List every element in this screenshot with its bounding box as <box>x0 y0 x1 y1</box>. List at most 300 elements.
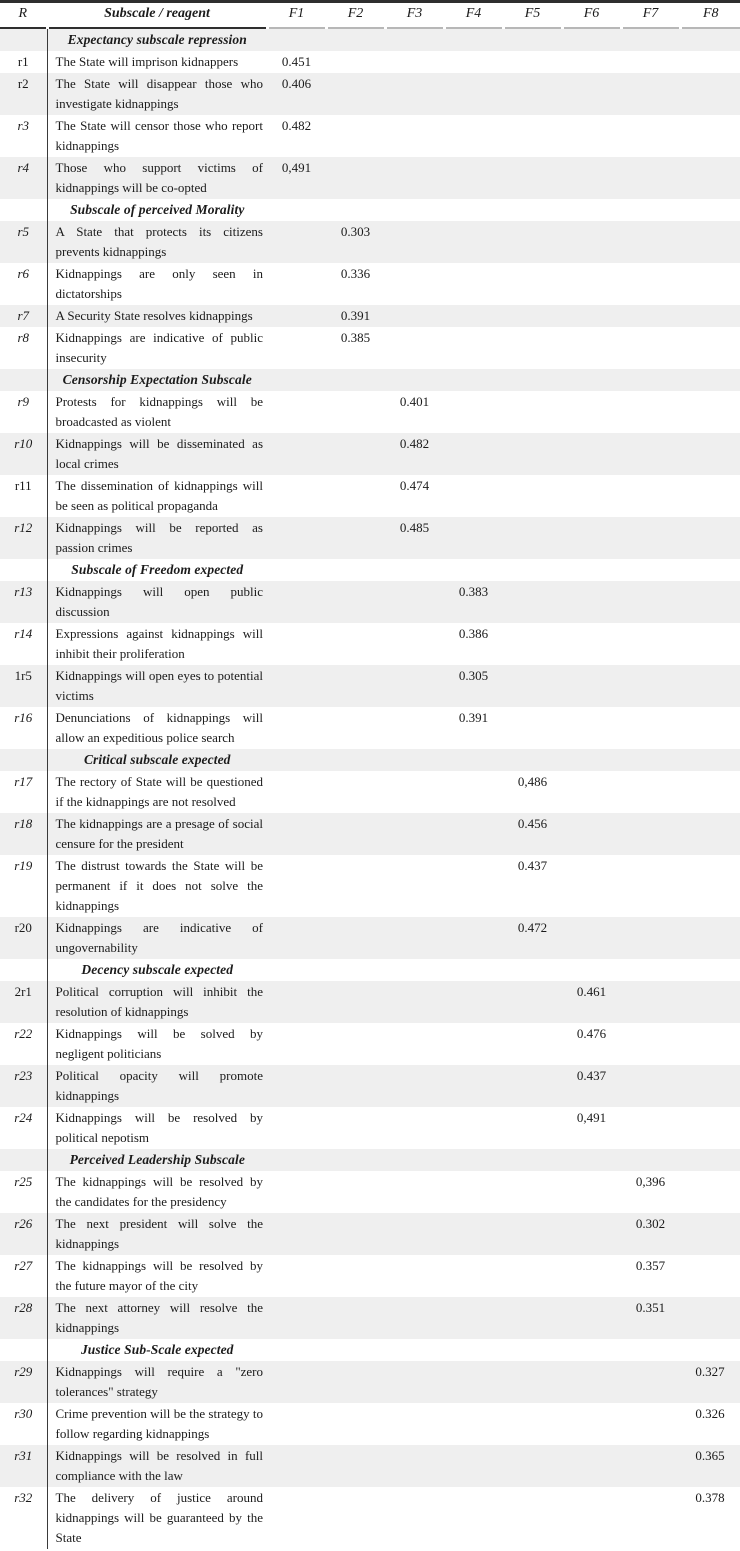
section-row <box>0 199 740 221</box>
row-id: r32 <box>14 1490 33 1505</box>
factor-cell-empty <box>621 917 680 959</box>
loading-value-f8: 0.327 <box>695 1364 725 1379</box>
factor-cell-empty <box>267 1445 326 1487</box>
factor-cell-empty <box>385 1149 444 1171</box>
item-row <box>0 51 740 73</box>
factor-cell-empty <box>680 263 740 305</box>
factor-cell-empty <box>562 1445 621 1487</box>
loading-value-f4: 0.383 <box>458 584 489 599</box>
section-id-cell <box>0 369 47 391</box>
row-id: r4 <box>17 160 30 175</box>
item-row <box>0 581 740 623</box>
factor-cell-empty <box>680 1149 740 1171</box>
item-text: The kidnappings will be resolved by the candidates for the presidency <box>47 1171 267 1213</box>
factor-cell-empty <box>267 1171 326 1213</box>
factor-cell-empty <box>444 981 503 1023</box>
factor-cell-empty <box>562 369 621 391</box>
factor-cell-empty <box>326 1023 385 1065</box>
factor-cell-empty <box>680 1171 740 1213</box>
factor-cell-empty <box>385 1487 444 1549</box>
item-text: The next president will solve the kidnappings <box>47 1213 267 1255</box>
header-row <box>0 2 740 29</box>
factor-cell-empty <box>680 1023 740 1065</box>
factor-cell-empty <box>326 981 385 1023</box>
factor-cell-empty <box>326 1361 385 1403</box>
factor-cell-empty <box>562 73 621 115</box>
factor-cell-empty <box>326 771 385 813</box>
section-title: Critical subscale expected <box>47 749 267 771</box>
factor-cell-empty <box>680 707 740 749</box>
factor-cell-empty <box>326 517 385 559</box>
row-id: r18 <box>14 816 33 831</box>
factor-cell-empty <box>680 51 740 73</box>
item-row <box>0 1213 740 1255</box>
factor-cell-empty <box>267 813 326 855</box>
factor-cell-empty <box>680 1255 740 1297</box>
factor-cell-empty <box>562 917 621 959</box>
factor-cell-empty <box>444 1023 503 1065</box>
factor-cell-empty <box>503 433 562 475</box>
factor-cell-empty <box>621 1149 680 1171</box>
factor-cell-empty <box>385 1171 444 1213</box>
item-text: The delivery of justice around kidnappings will be guaranteed by the State <box>47 1487 267 1549</box>
factor-cell-empty <box>385 707 444 749</box>
factor-cell-empty <box>621 1487 680 1549</box>
loading-value-f4: 0.386 <box>458 626 489 641</box>
factor-cell-empty <box>267 917 326 959</box>
item-text: Those who support victims of kidnappings will be co-opted <box>47 157 267 199</box>
factor-cell-empty <box>680 917 740 959</box>
loading-value-f2: 0.391 <box>340 308 371 323</box>
section-title: Justice Sub-Scale expected <box>47 1339 267 1361</box>
factor-cell-empty <box>385 199 444 221</box>
factor-cell-empty <box>267 369 326 391</box>
item-text: Kidnappings are indicative of public insecurity <box>47 327 267 369</box>
section-row <box>0 1339 740 1361</box>
item-text: The next attorney will resolve the kidnappings <box>47 1297 267 1339</box>
factor-cell-empty <box>680 665 740 707</box>
factor-cell-empty <box>562 1213 621 1255</box>
factor-cell-empty <box>562 517 621 559</box>
factor-cell-empty <box>621 1361 680 1403</box>
section-title: Perceived Leadership Subscale <box>47 1149 267 1171</box>
factor-cell-empty <box>680 157 740 199</box>
factor-cell-empty <box>326 1487 385 1549</box>
item-row <box>0 115 740 157</box>
factor-cell-empty <box>621 221 680 263</box>
item-text: Kidnappings will be resolved in full compliance with the law <box>47 1445 267 1487</box>
loading-value-f8: 0.365 <box>695 1448 725 1463</box>
factor-cell-empty <box>385 581 444 623</box>
factor-cell-empty <box>267 221 326 263</box>
factor-cell-empty <box>267 1149 326 1171</box>
factor-cell-empty <box>503 327 562 369</box>
factor-cell-empty <box>326 433 385 475</box>
factor-cell-empty <box>385 327 444 369</box>
factor-cell-empty <box>326 199 385 221</box>
factor-cell-empty <box>562 813 621 855</box>
factor-cell-empty <box>326 559 385 581</box>
factor-cell-empty <box>385 28 444 51</box>
item-row <box>0 1487 740 1549</box>
factor-cell-empty <box>503 73 562 115</box>
item-row <box>0 221 740 263</box>
factor-cell-empty <box>385 981 444 1023</box>
factor-cell-empty <box>621 581 680 623</box>
factor-cell-empty <box>680 221 740 263</box>
factor-cell-empty <box>680 959 740 981</box>
factor-cell-empty <box>503 1171 562 1213</box>
factor-cell-empty <box>326 623 385 665</box>
factor-cell-empty <box>385 959 444 981</box>
factor-cell-empty <box>385 623 444 665</box>
factor-cell-empty <box>503 623 562 665</box>
factor-cell-empty <box>503 1361 562 1403</box>
factor-cell-empty <box>326 813 385 855</box>
factor-cell-empty <box>326 855 385 917</box>
factor-cell-empty <box>385 305 444 327</box>
factor-cell-empty <box>621 475 680 517</box>
factor-cell-empty <box>444 1065 503 1107</box>
factor-cell-empty <box>680 28 740 51</box>
factor-cell-empty <box>326 917 385 959</box>
item-row <box>0 771 740 813</box>
factor-cell-empty <box>326 1065 385 1107</box>
row-id: r28 <box>14 1300 33 1315</box>
loading-value-f1: 0.482 <box>281 118 312 133</box>
loading-value-f5: 0.472 <box>517 920 548 935</box>
header-cell-factor-f4: F4 <box>444 2 503 29</box>
factor-cell-empty <box>621 959 680 981</box>
factor-cell-empty <box>385 51 444 73</box>
factor-cell-empty <box>444 115 503 157</box>
factor-cell-empty <box>267 581 326 623</box>
factor-cell-empty <box>503 559 562 581</box>
row-id: r20 <box>14 920 32 935</box>
factor-cell-empty <box>562 157 621 199</box>
factor-cell-empty <box>444 157 503 199</box>
factor-cell-empty <box>621 199 680 221</box>
factor-cell-empty <box>680 475 740 517</box>
factor-cell-empty <box>562 433 621 475</box>
factor-cell-empty <box>385 73 444 115</box>
factor-cell-empty <box>444 1149 503 1171</box>
factor-cell-empty <box>326 707 385 749</box>
row-id: r6 <box>17 266 30 281</box>
factor-cell-empty <box>326 665 385 707</box>
row-id: r25 <box>14 1174 33 1189</box>
row-id: 1r5 <box>14 668 32 683</box>
section-id-cell <box>0 28 47 51</box>
row-id: r29 <box>14 1364 33 1379</box>
factor-cell-empty <box>326 28 385 51</box>
loading-value-f1: 0.451 <box>281 54 312 69</box>
factor-cell-empty <box>503 115 562 157</box>
factor-cell-empty <box>326 581 385 623</box>
factor-cell-empty <box>385 1339 444 1361</box>
factor-cell-empty <box>621 623 680 665</box>
factor-cell-empty <box>444 1339 503 1361</box>
row-id: r1 <box>17 54 29 69</box>
row-id: r31 <box>14 1448 33 1463</box>
factor-cell-empty <box>326 1107 385 1149</box>
factor-cell-empty <box>562 1361 621 1403</box>
factor-cell-empty <box>326 959 385 981</box>
factor-cell-empty <box>267 771 326 813</box>
loading-value-f5: 0.456 <box>517 816 548 831</box>
factor-cell-empty <box>444 433 503 475</box>
item-row <box>0 433 740 475</box>
loading-value-f2: 0.385 <box>340 330 371 345</box>
factor-cell-empty <box>562 581 621 623</box>
factor-cell-empty <box>385 157 444 199</box>
factor-cell-empty <box>444 1297 503 1339</box>
factor-cell-empty <box>444 1445 503 1487</box>
item-row <box>0 1297 740 1339</box>
factor-cell-empty <box>444 305 503 327</box>
factor-cell-empty <box>680 305 740 327</box>
factor-cell-empty <box>326 1297 385 1339</box>
factor-cell-empty <box>267 1339 326 1361</box>
factor-cell-empty <box>385 665 444 707</box>
row-id: r8 <box>17 330 30 345</box>
factor-cell-empty <box>621 813 680 855</box>
factor-cell-empty <box>680 1065 740 1107</box>
factor-cell-empty <box>444 517 503 559</box>
row-id: r9 <box>17 394 30 409</box>
loading-value-f1: 0.406 <box>281 76 312 91</box>
factor-cell-empty <box>267 1297 326 1339</box>
factor-cell-empty <box>444 749 503 771</box>
factor-cell-empty <box>621 665 680 707</box>
factor-cell-empty <box>267 623 326 665</box>
loading-value-f6: 0,491 <box>576 1110 607 1125</box>
factor-cell-empty <box>621 855 680 917</box>
factor-cell-empty <box>267 391 326 433</box>
item-text: The kidnappings are a presage of social censure for the president <box>47 813 267 855</box>
factor-cell-empty <box>621 115 680 157</box>
section-id-cell <box>0 749 47 771</box>
factor-cell-empty <box>562 305 621 327</box>
factor-cell-empty <box>621 1445 680 1487</box>
factor-cell-empty <box>503 28 562 51</box>
loading-value-f2: 0.303 <box>340 224 371 239</box>
factor-cell-empty <box>385 115 444 157</box>
section-id-cell <box>0 959 47 981</box>
factor-cell-empty <box>562 475 621 517</box>
item-text: Expressions against kidnappings will inhibit their proliferation <box>47 623 267 665</box>
item-text: Crime prevention will be the strategy to follow regarding kidnappings <box>47 1403 267 1445</box>
item-text: Denunciations of kidnappings will allow an expeditious police search <box>47 707 267 749</box>
section-row <box>0 559 740 581</box>
row-id: r10 <box>14 436 33 451</box>
row-id: r24 <box>14 1110 33 1125</box>
factor-cell-empty <box>385 1361 444 1403</box>
factor-cell-empty <box>267 1255 326 1297</box>
item-row <box>0 475 740 517</box>
factor-cell-empty <box>680 855 740 917</box>
row-id: r12 <box>14 520 33 535</box>
factor-cell-empty <box>267 749 326 771</box>
factor-cell-empty <box>385 1445 444 1487</box>
item-text: Kidnappings will be reported as passion crimes <box>47 517 267 559</box>
factor-cell-empty <box>444 1255 503 1297</box>
section-id-cell <box>0 199 47 221</box>
factor-cell-empty <box>680 749 740 771</box>
row-id: r23 <box>14 1068 33 1083</box>
section-title: Expectancy subscale repression <box>47 28 267 51</box>
factor-cell-empty <box>326 1255 385 1297</box>
header-cell-factor-f5: F5 <box>503 2 562 29</box>
header-cell-factor-f3: F3 <box>385 2 444 29</box>
section-row <box>0 959 740 981</box>
factor-cell-empty <box>267 665 326 707</box>
factor-cell-empty <box>267 1403 326 1445</box>
row-id: r5 <box>17 224 30 239</box>
factor-cell-empty <box>444 51 503 73</box>
factor-cell-empty <box>267 28 326 51</box>
factor-cell-empty <box>385 771 444 813</box>
factor-cell-empty <box>503 1065 562 1107</box>
row-id: r16 <box>14 710 33 725</box>
row-id: r3 <box>17 118 30 133</box>
factor-cell-empty <box>385 1255 444 1297</box>
factor-cell-empty <box>385 749 444 771</box>
factor-cell-empty <box>680 199 740 221</box>
factor-cell-empty <box>444 199 503 221</box>
factor-cell-empty <box>444 1403 503 1445</box>
factor-cell-empty <box>444 959 503 981</box>
factor-cell-empty <box>444 1361 503 1403</box>
factor-cell-empty <box>562 623 621 665</box>
item-row <box>0 157 740 199</box>
factor-cell-empty <box>503 581 562 623</box>
header-cell-r: R <box>0 2 47 29</box>
factor-cell-empty <box>503 51 562 73</box>
factor-cell-empty <box>385 1297 444 1339</box>
factor-cell-empty <box>503 959 562 981</box>
item-row <box>0 1361 740 1403</box>
loading-value-f1: 0,491 <box>281 160 312 175</box>
factor-cell-empty <box>621 28 680 51</box>
loading-value-f3: 0.401 <box>399 394 430 409</box>
item-text: Protests for kidnappings will be broadcasted as violent <box>47 391 267 433</box>
factor-cell-empty <box>444 73 503 115</box>
item-text: The dissemination of kidnappings will be seen as political propaganda <box>47 475 267 517</box>
section-row <box>0 749 740 771</box>
item-row <box>0 1403 740 1445</box>
factor-cell-empty <box>385 1065 444 1107</box>
section-row <box>0 28 740 51</box>
factor-cell-empty <box>503 475 562 517</box>
loading-value-f5: 0,486 <box>517 774 548 789</box>
factor-cell-empty <box>621 369 680 391</box>
factor-cell-empty <box>503 1403 562 1445</box>
factor-cell-empty <box>385 917 444 959</box>
factor-cell-empty <box>503 1149 562 1171</box>
factor-cell-empty <box>444 263 503 305</box>
factor-cell-empty <box>562 263 621 305</box>
factor-cell-empty <box>503 1297 562 1339</box>
header-cell-factor-f7: F7 <box>621 2 680 29</box>
row-id: r14 <box>14 626 33 641</box>
item-text: Kidnappings are only seen in dictatorships <box>47 263 267 305</box>
factor-cell-empty <box>444 391 503 433</box>
factor-cell-empty <box>562 665 621 707</box>
factor-cell-empty <box>326 1149 385 1171</box>
loading-value-f3: 0.482 <box>399 436 430 451</box>
factor-cell-empty <box>621 433 680 475</box>
section-row <box>0 1149 740 1171</box>
factor-cell-empty <box>562 959 621 981</box>
row-id: r13 <box>14 584 33 599</box>
loading-value-f4: 0.391 <box>458 710 489 725</box>
factor-cell-empty <box>680 433 740 475</box>
item-row <box>0 1065 740 1107</box>
factor-cell-empty <box>503 221 562 263</box>
factor-cell-empty <box>562 391 621 433</box>
factor-cell-empty <box>267 1487 326 1549</box>
factor-cell-empty <box>326 1445 385 1487</box>
factor-cell-empty <box>680 369 740 391</box>
factor-cell-empty <box>680 1213 740 1255</box>
loading-value-f2: 0.336 <box>340 266 371 281</box>
section-row <box>0 369 740 391</box>
item-row <box>0 1107 740 1149</box>
factor-cell-empty <box>385 855 444 917</box>
loading-value-f7: 0.302 <box>635 1216 666 1231</box>
item-row <box>0 813 740 855</box>
factor-cell-empty <box>385 1107 444 1149</box>
item-text: The rectory of State will be questioned if the kidnappings are not resolved <box>47 771 267 813</box>
item-text: The State will imprison kidnappers <box>47 51 267 73</box>
factor-cell-empty <box>562 28 621 51</box>
item-row <box>0 917 740 959</box>
factor-cell-empty <box>444 1213 503 1255</box>
factor-cell-empty <box>562 1171 621 1213</box>
factor-cell-empty <box>326 73 385 115</box>
item-text: A Security State resolves kidnappings <box>47 305 267 327</box>
factor-cell-empty <box>562 1403 621 1445</box>
factor-cell-empty <box>267 433 326 475</box>
factor-cell-empty <box>680 517 740 559</box>
factor-cell-empty <box>267 959 326 981</box>
factor-cell-empty <box>621 707 680 749</box>
factor-cell-empty <box>385 1023 444 1065</box>
factor-cell-empty <box>326 1403 385 1445</box>
factor-cell-empty <box>444 855 503 917</box>
factor-cell-empty <box>444 771 503 813</box>
item-row <box>0 1171 740 1213</box>
item-text: Kidnappings are indicative of ungovernability <box>47 917 267 959</box>
factor-cell-empty <box>621 391 680 433</box>
row-id: 2r1 <box>14 984 32 999</box>
factor-cell-empty <box>385 559 444 581</box>
factor-cell-empty <box>444 221 503 263</box>
item-text: A State that protects its citizens prevents kidnappings <box>47 221 267 263</box>
factor-cell-empty <box>326 1171 385 1213</box>
factor-cell-empty <box>444 327 503 369</box>
factor-cell-empty <box>503 391 562 433</box>
factor-cell-empty <box>562 855 621 917</box>
item-row <box>0 1023 740 1065</box>
row-id: r2 <box>17 76 29 91</box>
item-row <box>0 305 740 327</box>
factor-cell-empty <box>562 1297 621 1339</box>
factor-cell-empty <box>385 1213 444 1255</box>
factor-cell-empty <box>503 665 562 707</box>
factor-cell-empty <box>503 1213 562 1255</box>
